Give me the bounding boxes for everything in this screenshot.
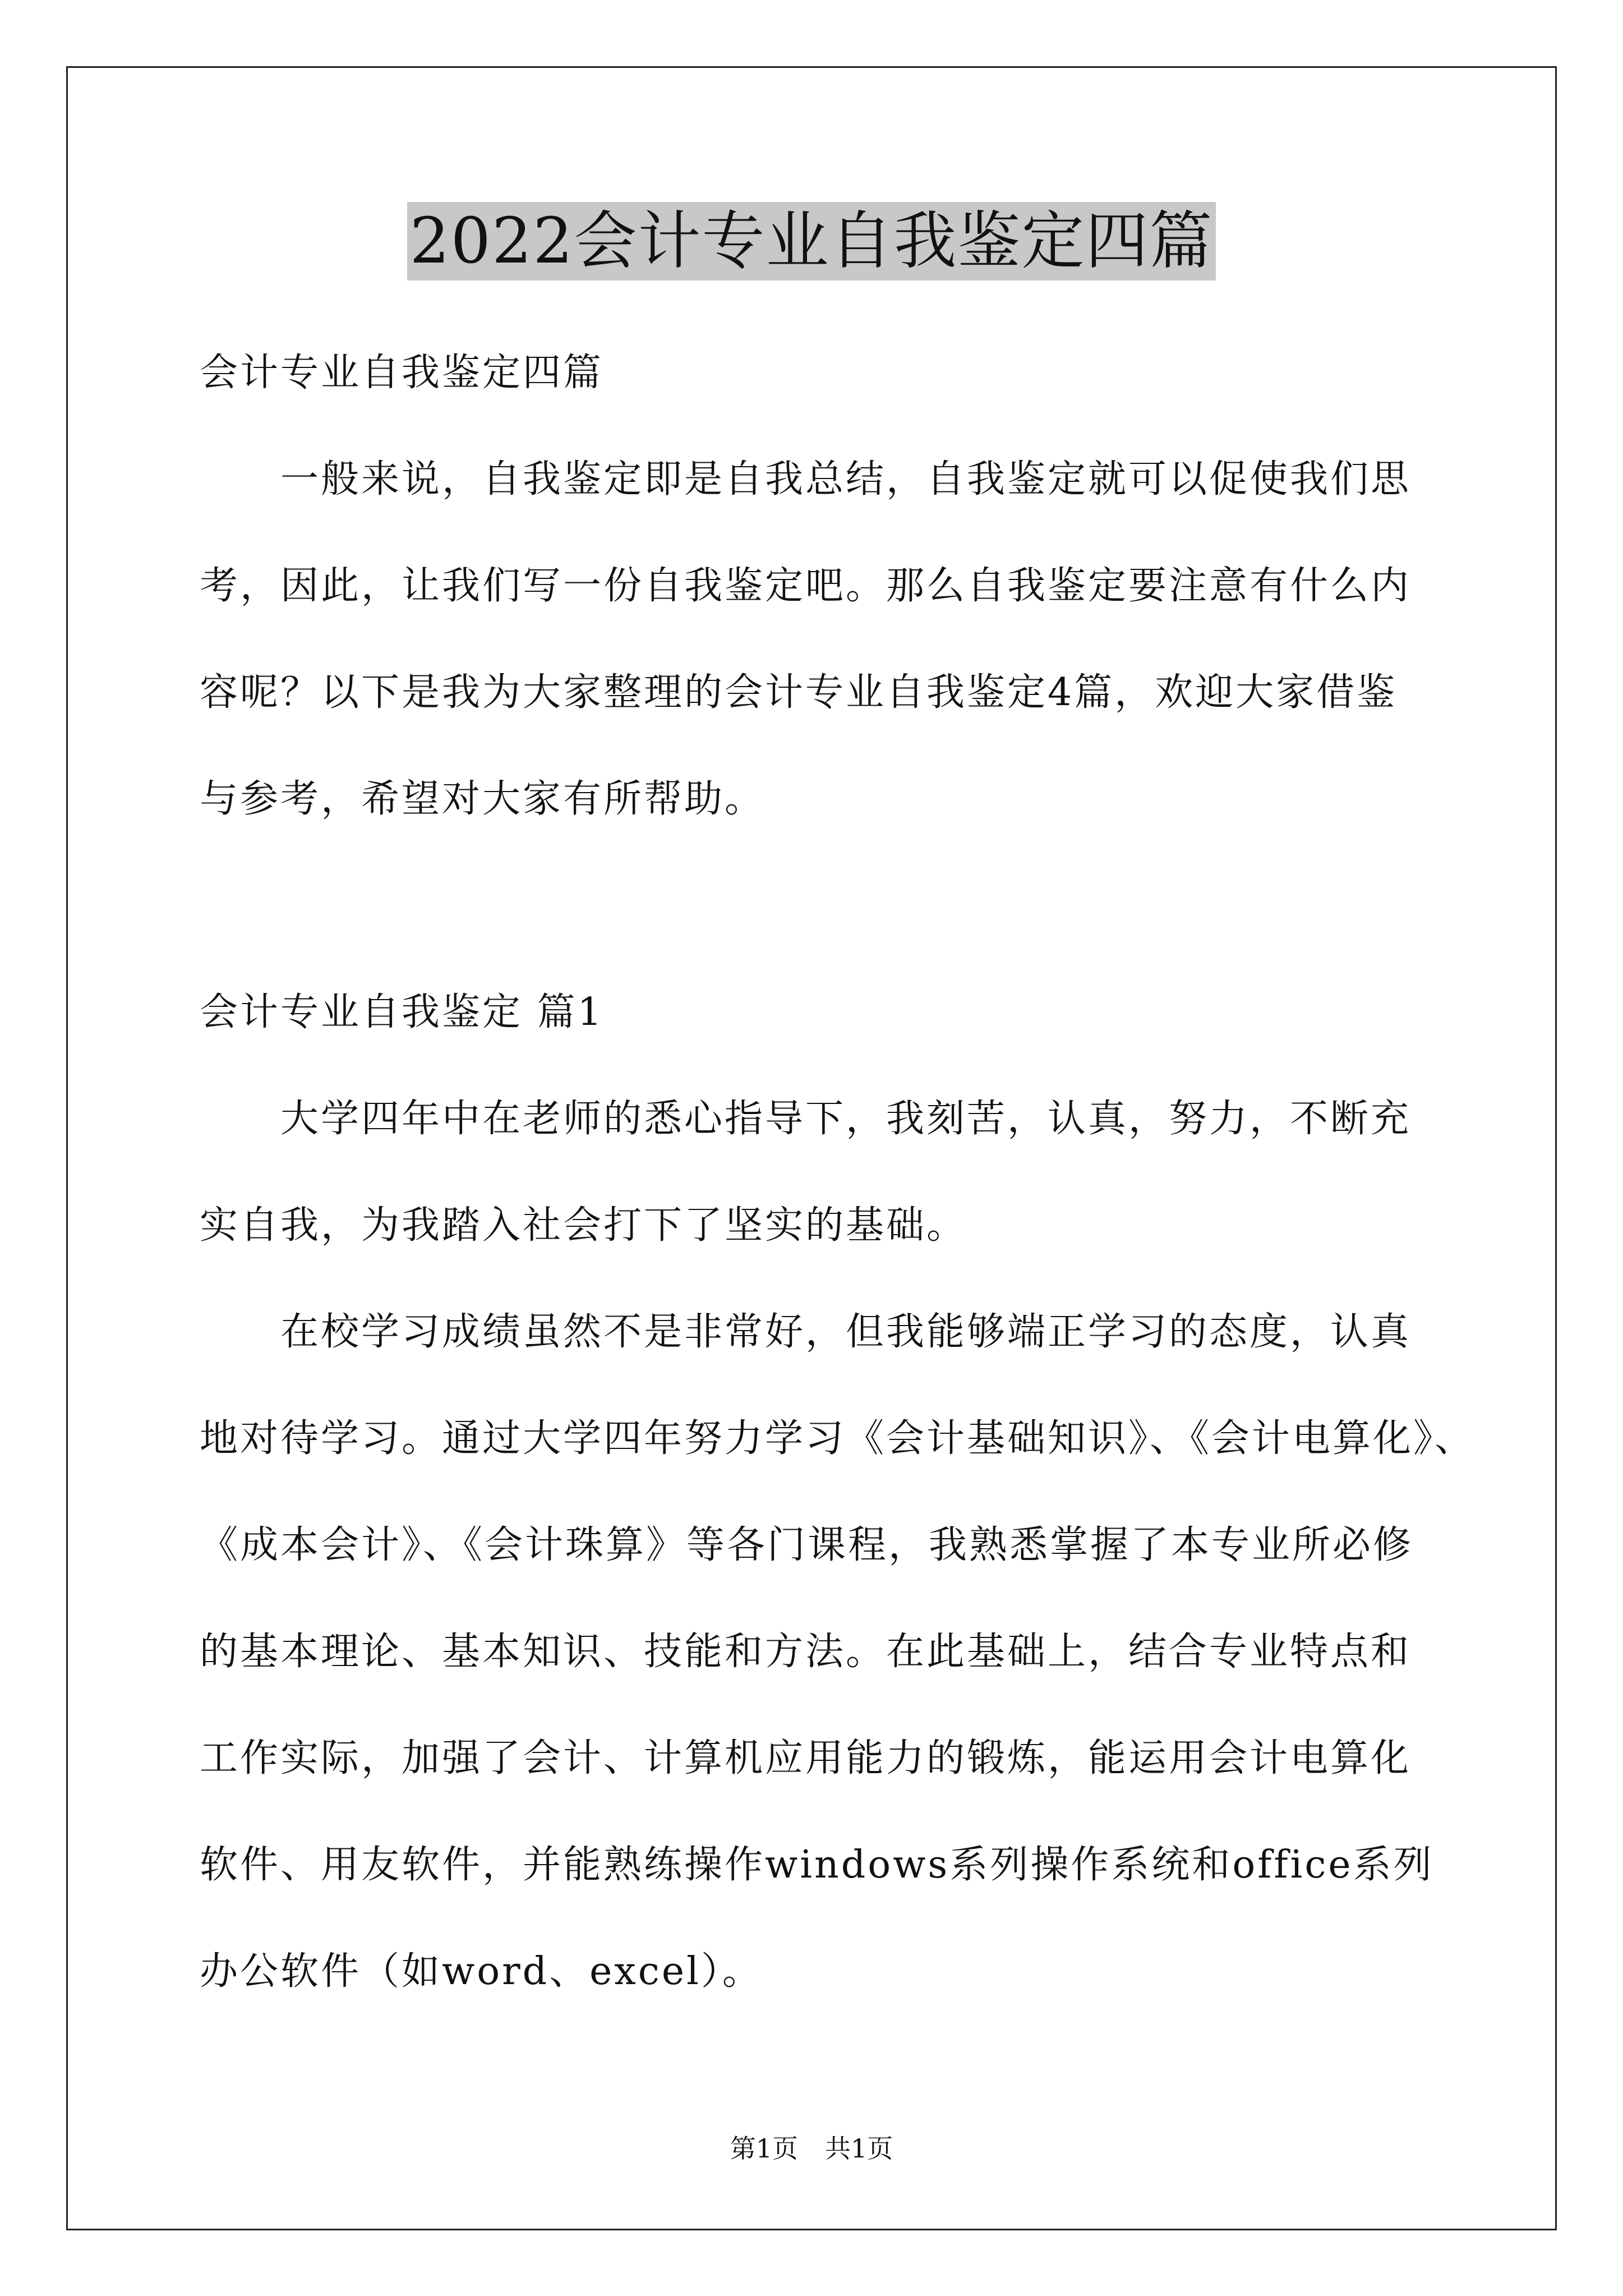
page-number-current: 第1页 xyxy=(730,2133,798,2164)
paragraph-line: 实自我，为我踏入社会打下了坚实的基础。 xyxy=(200,1203,967,1248)
paragraph-line: 《成本会计》、《会计珠算》等各门课程，我熟悉掌握了本专业所必修 xyxy=(200,1523,1414,1567)
paragraph-line: 的基本理论、基本知识、技能和方法。在此基础上，结合专业特点和 xyxy=(200,1630,1412,1674)
paragraph-line: 软件、用友软件，并能熟练操作windows系列操作系统和office系列 xyxy=(200,1843,1434,1887)
paragraph-line: 地对待学习。通过大学四年努力学习《会计基础知识》、《会计电算化》、 xyxy=(200,1416,1476,1461)
document-body xyxy=(200,320,1476,2025)
section-heading: 会计专业自我鉴定 篇1 xyxy=(200,990,604,1034)
intro-line: 考，因此，让我们写一份自我鉴定吧。那么自我鉴定要注意有什么内 xyxy=(200,564,1412,608)
paragraph-line: 办公软件（如word、excel）。 xyxy=(200,1949,763,1994)
document-title: 2022会计专业自我鉴定四篇 xyxy=(407,202,1215,280)
title-container xyxy=(0,202,1623,280)
paragraph-line: 工作实际，加强了会计、计算机应用能力的锻炼，能运用会计电算化 xyxy=(200,1736,1412,1780)
page-number-total: 共1页 xyxy=(825,2133,893,2164)
paragraph-line: 在校学习成绩虽然不是非常好，但我能够端正学习的态度，认真 xyxy=(280,1310,1412,1354)
intro-line: 一般来说，自我鉴定即是自我总结，自我鉴定就可以促使我们思 xyxy=(280,457,1412,501)
page-footer xyxy=(0,2132,1623,2165)
paragraph-line: 大学四年中在老师的悉心指导下，我刻苦，认真，努力，不断充 xyxy=(280,1097,1412,1141)
intro-line: 与参考，希望对大家有所帮助。 xyxy=(200,777,766,821)
document-subtitle: 会计专业自我鉴定四篇 xyxy=(200,351,604,395)
paragraph-gap xyxy=(200,853,1433,959)
intro-line: 容呢？以下是我为大家整理的会计专业自我鉴定4篇，欢迎大家借鉴 xyxy=(200,670,1398,715)
